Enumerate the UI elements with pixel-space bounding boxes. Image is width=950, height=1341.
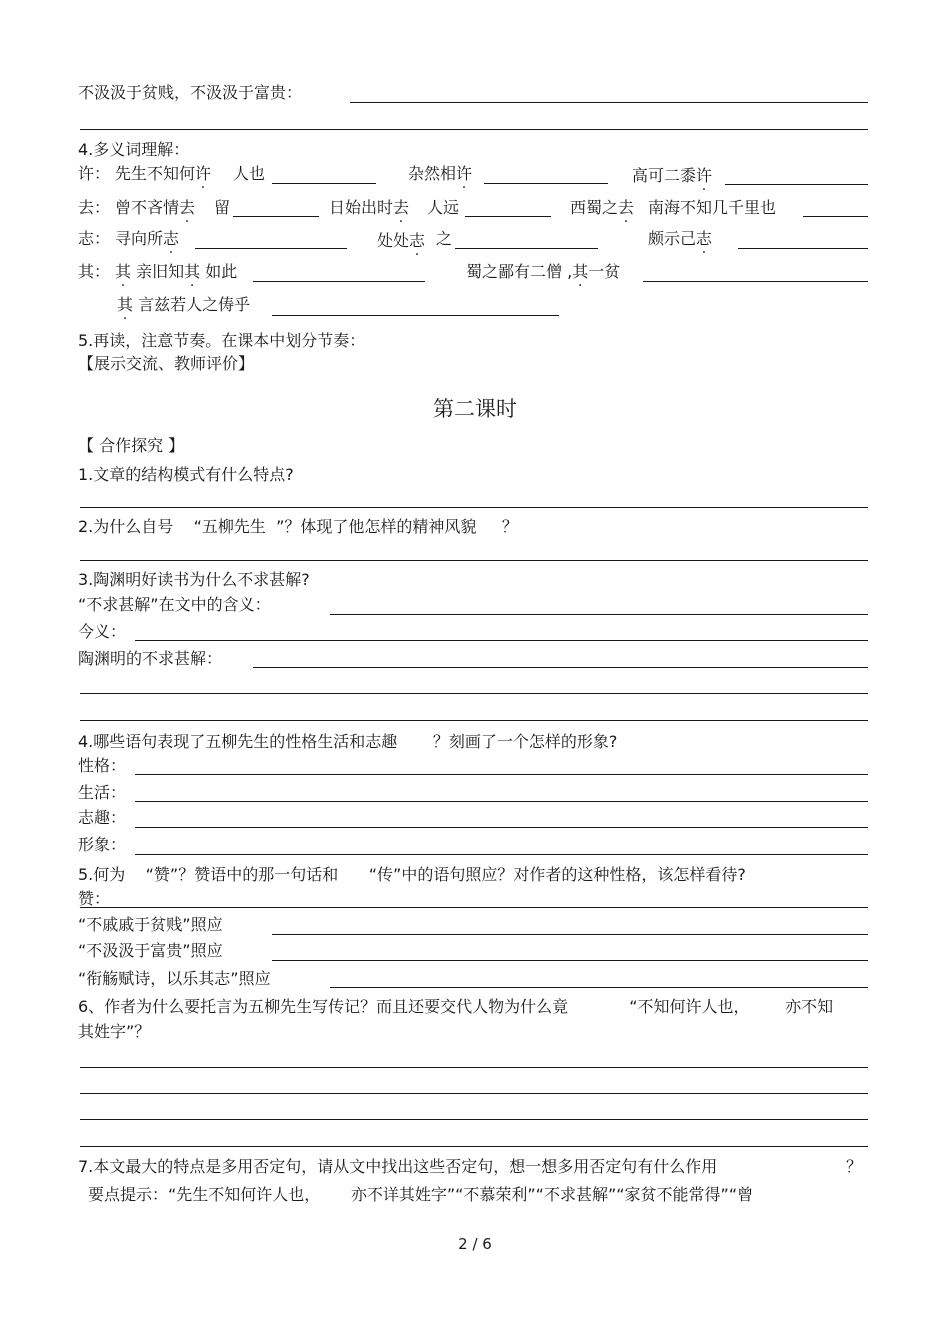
xu-b: 杂然相许 xyxy=(408,164,473,183)
answer-line[interactable] xyxy=(253,281,425,282)
s6-question-cont: 其姓字”？ xyxy=(78,1022,151,1041)
s4-interest-label: 志趣： xyxy=(78,808,127,827)
answer-line[interactable] xyxy=(272,315,559,316)
answer-line[interactable] xyxy=(272,934,868,935)
s3-question: 3.陶渊明好读书为什么不求甚解? xyxy=(78,570,310,589)
answer-line[interactable] xyxy=(135,640,868,641)
s5-echo-3: “衔觞赋诗，以乐其志”照应 xyxy=(78,969,271,988)
answer-line[interactable] xyxy=(330,614,868,615)
show-evaluate: 【展示交流、教师评价】 xyxy=(78,354,255,373)
answer-line[interactable] xyxy=(80,720,868,721)
answer-line[interactable] xyxy=(80,1146,868,1147)
answer-line[interactable] xyxy=(80,1119,868,1120)
zhi-c: 颇示己志 xyxy=(648,229,713,248)
answer-line[interactable] xyxy=(80,507,868,508)
qu-b3: 人远 xyxy=(427,198,460,217)
answer-line[interactable] xyxy=(80,1093,868,1094)
answer-line[interactable] xyxy=(330,987,868,988)
qi-b: 蜀之鄙有二僧 ,其一贫 xyxy=(466,262,621,281)
answer-line[interactable] xyxy=(643,281,868,282)
answer-line[interactable] xyxy=(350,102,868,103)
answer-line[interactable] xyxy=(80,560,868,561)
answer-line[interactable] xyxy=(253,667,868,668)
s6-question: 6、作者为什么要托言为五柳先生写传记？而且还要交代人物为什么竟 “不知何许人也， 亦不知 xyxy=(78,997,834,1016)
q5-prelim: 5.再读，注意节奏。在课本中划分节奏： xyxy=(78,331,366,350)
xu-label: 许： xyxy=(78,164,111,183)
s4-character-label: 性格： xyxy=(78,756,127,775)
answer-line[interactable] xyxy=(80,907,868,908)
qu-c: 西蜀之去 xyxy=(570,198,635,217)
qu-a3: 留 xyxy=(214,198,231,217)
page-number: 2 / 6 xyxy=(458,1235,492,1253)
s4-image-label: 形象： xyxy=(78,835,127,854)
s5-echo-1: “不戚戚于贫贱”照应 xyxy=(78,915,223,934)
qi-a: 其 亲旧知其 如此 xyxy=(115,262,238,281)
qu-b: 日始出时去 xyxy=(329,198,410,217)
qu-c3: 南海不知几千里也 xyxy=(648,198,777,217)
answer-line[interactable] xyxy=(135,854,868,855)
zhi-a: 寻向所志 xyxy=(115,229,180,248)
answer-line[interactable] xyxy=(195,248,347,249)
answer-line[interactable] xyxy=(80,129,868,130)
answer-line[interactable] xyxy=(272,183,376,184)
answer-line[interactable] xyxy=(233,216,319,217)
answer-line[interactable] xyxy=(455,248,598,249)
answer-line[interactable] xyxy=(738,248,868,249)
s5-zan-label: 赞： xyxy=(78,889,111,908)
s7-question: 7.本文最大的特点是多用否定句，请从文中找出这些否定句，想一想多用否定句有什么作用 xyxy=(78,1157,718,1176)
zhi-b3: 之 xyxy=(436,229,453,248)
answer-line[interactable] xyxy=(484,183,608,184)
qu-label: 去： xyxy=(78,198,111,217)
answer-line[interactable] xyxy=(135,827,868,828)
q3-tail-label: 不汲汲于贫贱，不汲汲于富贵： xyxy=(78,83,303,102)
s3-today-label: 今义： xyxy=(78,622,127,641)
zhi-label: 志： xyxy=(78,229,111,248)
answer-line[interactable] xyxy=(725,184,868,185)
answer-line[interactable] xyxy=(272,960,868,961)
s3-meaning-label: “不求甚解”在文中的含义： xyxy=(78,595,271,614)
qu-a: 曾不吝情去 xyxy=(115,198,196,217)
answer-line[interactable] xyxy=(80,1067,868,1068)
lesson-title: 第二课时 xyxy=(433,397,517,421)
xu-c: 高可二黍许 xyxy=(632,166,713,185)
answer-line[interactable] xyxy=(465,216,551,217)
answer-line[interactable] xyxy=(80,693,868,694)
xu-a: 先生不知何许 xyxy=(115,164,212,183)
s7-tip: 要点提示：“先生不知何许人也， 亦不详其姓字”“不慕荣利”“不求甚解”“家贫不能常得”“曾 xyxy=(88,1185,754,1204)
s5-echo-2: “不汲汲于富贵”照应 xyxy=(78,941,223,960)
q4-heading: 4.多义词理解： xyxy=(78,140,190,159)
s3-tao-label: 陶渊明的不求甚解： xyxy=(78,649,223,668)
qi-c: 其 言兹若人之俦乎 xyxy=(117,295,251,314)
s5-question: 5.何为 “赞”？赞语中的那一句话和 “传”中的语句照应？对作者的这种性格，该怎样看待? xyxy=(78,865,746,884)
answer-line[interactable] xyxy=(135,774,868,775)
s4-question: 4.哪些语句表现了五柳先生的性格生活和志趣 ？刻画了一个怎样的形象? xyxy=(78,732,618,751)
zhi-b: 处处志 xyxy=(377,231,426,250)
s1-question: 1.文章的结构模式有什么特点? xyxy=(78,465,294,484)
s7-question-mark: ？ xyxy=(846,1157,863,1176)
xu-a3: 人也 xyxy=(233,164,266,183)
answer-line[interactable] xyxy=(803,216,868,217)
qi-label: 其： xyxy=(78,262,111,281)
s2-question: 2.为什么自号 “五柳先生 ”？体现了他怎样的精神风貌 ？ xyxy=(78,517,518,536)
s4-life-label: 生活： xyxy=(78,783,127,802)
answer-line[interactable] xyxy=(135,801,868,802)
coop-heading: 【 合作探究 】 xyxy=(78,436,185,455)
